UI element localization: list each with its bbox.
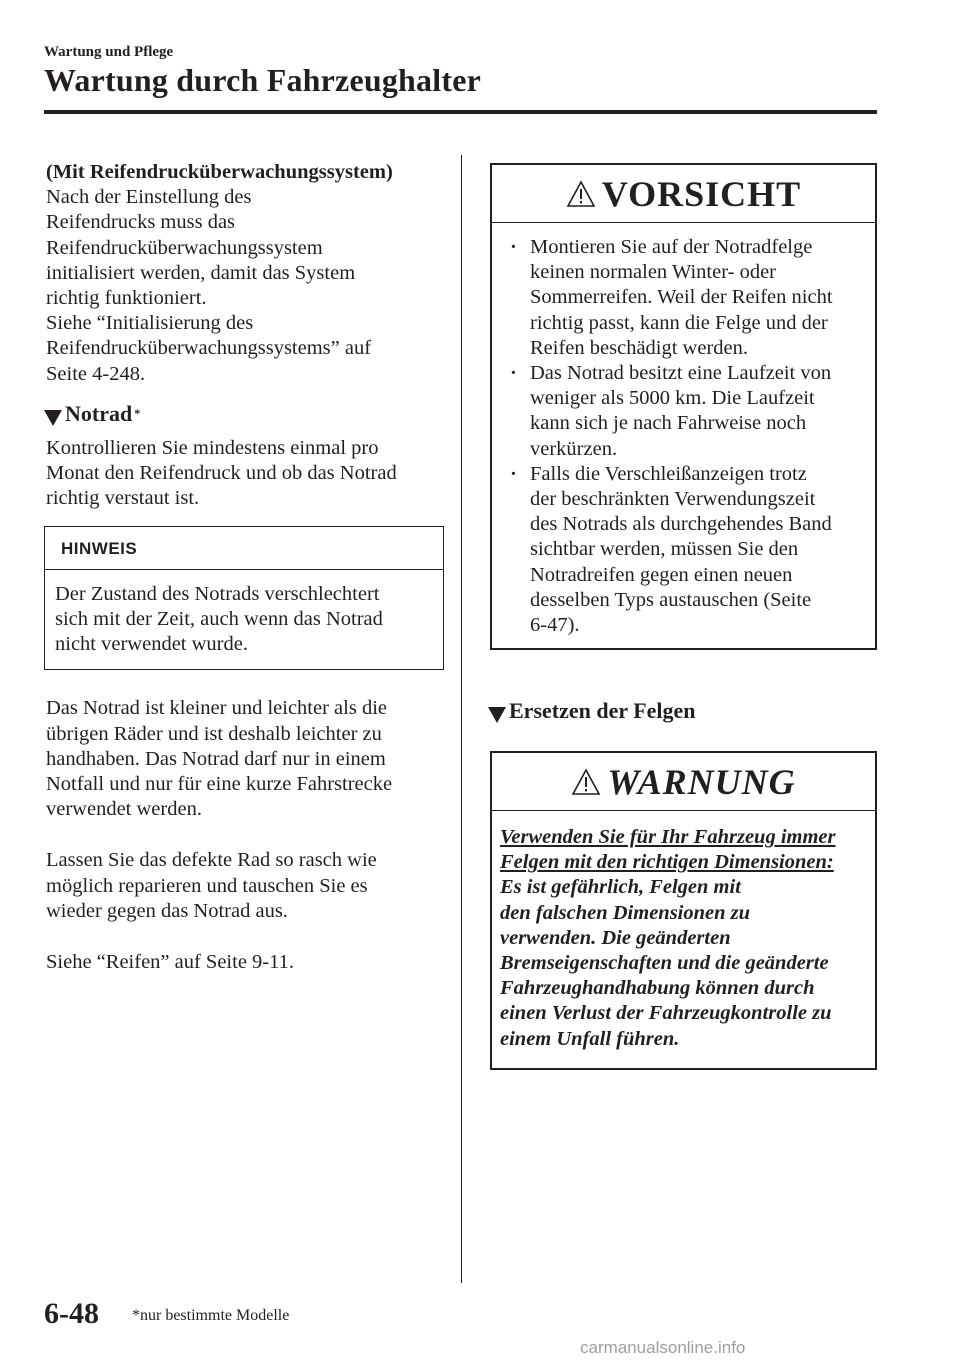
page-number: 6-48 <box>44 1297 99 1330</box>
text-line: Kontrollieren Sie mindestens einmal pro <box>46 437 379 460</box>
text-line: Siehe “Initialisierung des <box>46 312 254 335</box>
warnung-body <box>492 811 875 1068</box>
text-line: Reifendrucküberwachungssystems” auf <box>46 337 372 360</box>
text-line: sich mit der Zeit, auch wenn das Notrad <box>55 608 383 631</box>
text-line: Lassen Sie das defekte Rad so rasch wie <box>46 849 377 872</box>
text-line: verwenden. Die geänderten <box>500 926 731 949</box>
notrad-paragraph <box>46 436 438 512</box>
text-line: einen Verlust der Fahrzeugkontrolle zu <box>500 1002 832 1025</box>
text-line: initialisiert werden, damit das System <box>46 261 356 284</box>
text-line: Felgen mit den richtigen Dimensionen: <box>500 851 834 874</box>
text-line: Der Zustand des Notrads verschlechtert <box>55 582 380 605</box>
warnung-box <box>490 751 877 1070</box>
text-line: keinen normalen Winter- oder <box>530 261 776 284</box>
section-label: Wartung und Pflege <box>44 44 174 60</box>
text-line: wieder gegen das Notrad aus. <box>46 899 288 922</box>
text-line: Es ist gefährlich, Felgen mit <box>500 876 741 899</box>
footnote: *nur bestimmte Modelle <box>132 1307 290 1324</box>
page-title: Wartung durch Fahrzeughalter <box>44 62 482 98</box>
list-item <box>504 462 865 638</box>
text-line: übrigen Räder und ist deshalb leichter zu <box>46 722 382 745</box>
text-line: nicht verwendet wurde. <box>55 633 248 656</box>
triangle-down-icon <box>488 707 506 723</box>
watermark: carmanualsonline.info <box>580 1338 746 1357</box>
vorsicht-title: VORSICHT <box>601 173 802 214</box>
triangle-down-icon <box>44 410 62 426</box>
text-line: 6-47). <box>530 614 580 637</box>
hinweis-box <box>44 526 444 671</box>
text-line: Bremseigenschaften und die geänderte <box>500 952 829 975</box>
text-line: einem Unfall führen. <box>500 1027 680 1050</box>
text-line: Monat den Reifendruck und ob das Notrad <box>46 462 397 485</box>
text-line: den falschen Dimensionen zu <box>500 901 751 924</box>
section-heading-felgen <box>488 698 696 724</box>
column-divider <box>461 155 462 1283</box>
text-line: möglich reparieren und tauschen Sie es <box>46 874 368 897</box>
header-rule <box>44 110 877 114</box>
text-line: Fahrzeughandhabung können durch <box>500 977 815 1000</box>
text-line: richtig funktioniert. <box>46 287 207 310</box>
text-line: handhaben. Das Notrad darf nur in einem <box>46 747 386 770</box>
text-line: kann sich je nach Fahrweise noch <box>530 412 807 435</box>
text-line: Verwenden Sie für Ihr Fahrzeug immer <box>500 826 836 848</box>
paragraph-notrad-size <box>46 696 438 822</box>
left-column <box>46 160 438 975</box>
text-line: Das Notrad ist kleiner und leichter als die <box>46 697 387 720</box>
text-line: des Notrads als durchgehendes Band <box>530 513 832 536</box>
intro-paragraph <box>46 185 438 387</box>
text-line: weniger als 5000 km. Die Laufzeit <box>530 387 815 410</box>
text-line: der beschränkten Verwendungszeit <box>530 488 816 511</box>
text-line: Seite 4-248. <box>46 362 146 385</box>
text-line: · Das Notrad besitzt eine Laufzeit von <box>530 362 832 385</box>
vorsicht-box <box>490 163 877 650</box>
felgen-heading-text: Ersetzen der Felgen <box>509 698 696 723</box>
text-line: · Falls die Verschleißanzeigen trotz <box>530 462 807 485</box>
section-heading-notrad <box>44 401 438 426</box>
text-line: verkürzen. <box>530 437 618 460</box>
text-line: Notradreifen gegen einen neuen <box>530 563 793 586</box>
warnung-header <box>492 753 875 811</box>
asterisk-marker: * <box>134 405 141 420</box>
notrad-heading-text: Notrad <box>65 400 133 426</box>
paragraph-repair <box>46 848 438 924</box>
text-line: richtig verstaut ist. <box>46 487 200 510</box>
vorsicht-list <box>492 223 875 648</box>
text-line: Reifendrucküberwachungssystem <box>46 236 323 259</box>
text-line: richtig passt, kann die Felge und der <box>530 311 828 334</box>
text-line: Reifen beschädigt werden. <box>530 336 749 359</box>
text-line: Reifendrucks muss das <box>46 211 236 234</box>
text-line: desselben Typs austauschen (Seite <box>530 588 812 611</box>
text-line: verwendet werden. <box>46 798 202 821</box>
warning-triangle-icon <box>566 180 596 208</box>
text-line: Sommerreifen. Weil der Reifen nicht <box>530 286 833 309</box>
paragraph-reference: Siehe “Reifen” auf Seite 9-11. <box>46 951 294 974</box>
text-line: Notfall und nur für eine kurze Fahrstrecke <box>46 773 393 796</box>
hinweis-body <box>45 570 443 670</box>
vorsicht-header <box>492 165 875 223</box>
list-item <box>504 235 865 361</box>
text-line: · Montieren Sie auf der Notradfelge <box>530 236 813 258</box>
text-line: sichtbar werden, müssen Sie den <box>530 538 799 561</box>
subheading-tpms: (Mit Reifendrucküberwachungssystem) <box>46 161 393 183</box>
text-line: Nach der Einstellung des <box>46 186 252 209</box>
warning-triangle-icon <box>571 768 601 796</box>
list-item <box>504 361 865 462</box>
hinweis-title: HINWEIS <box>45 527 443 570</box>
warnung-title: WARNUNG <box>607 761 796 802</box>
